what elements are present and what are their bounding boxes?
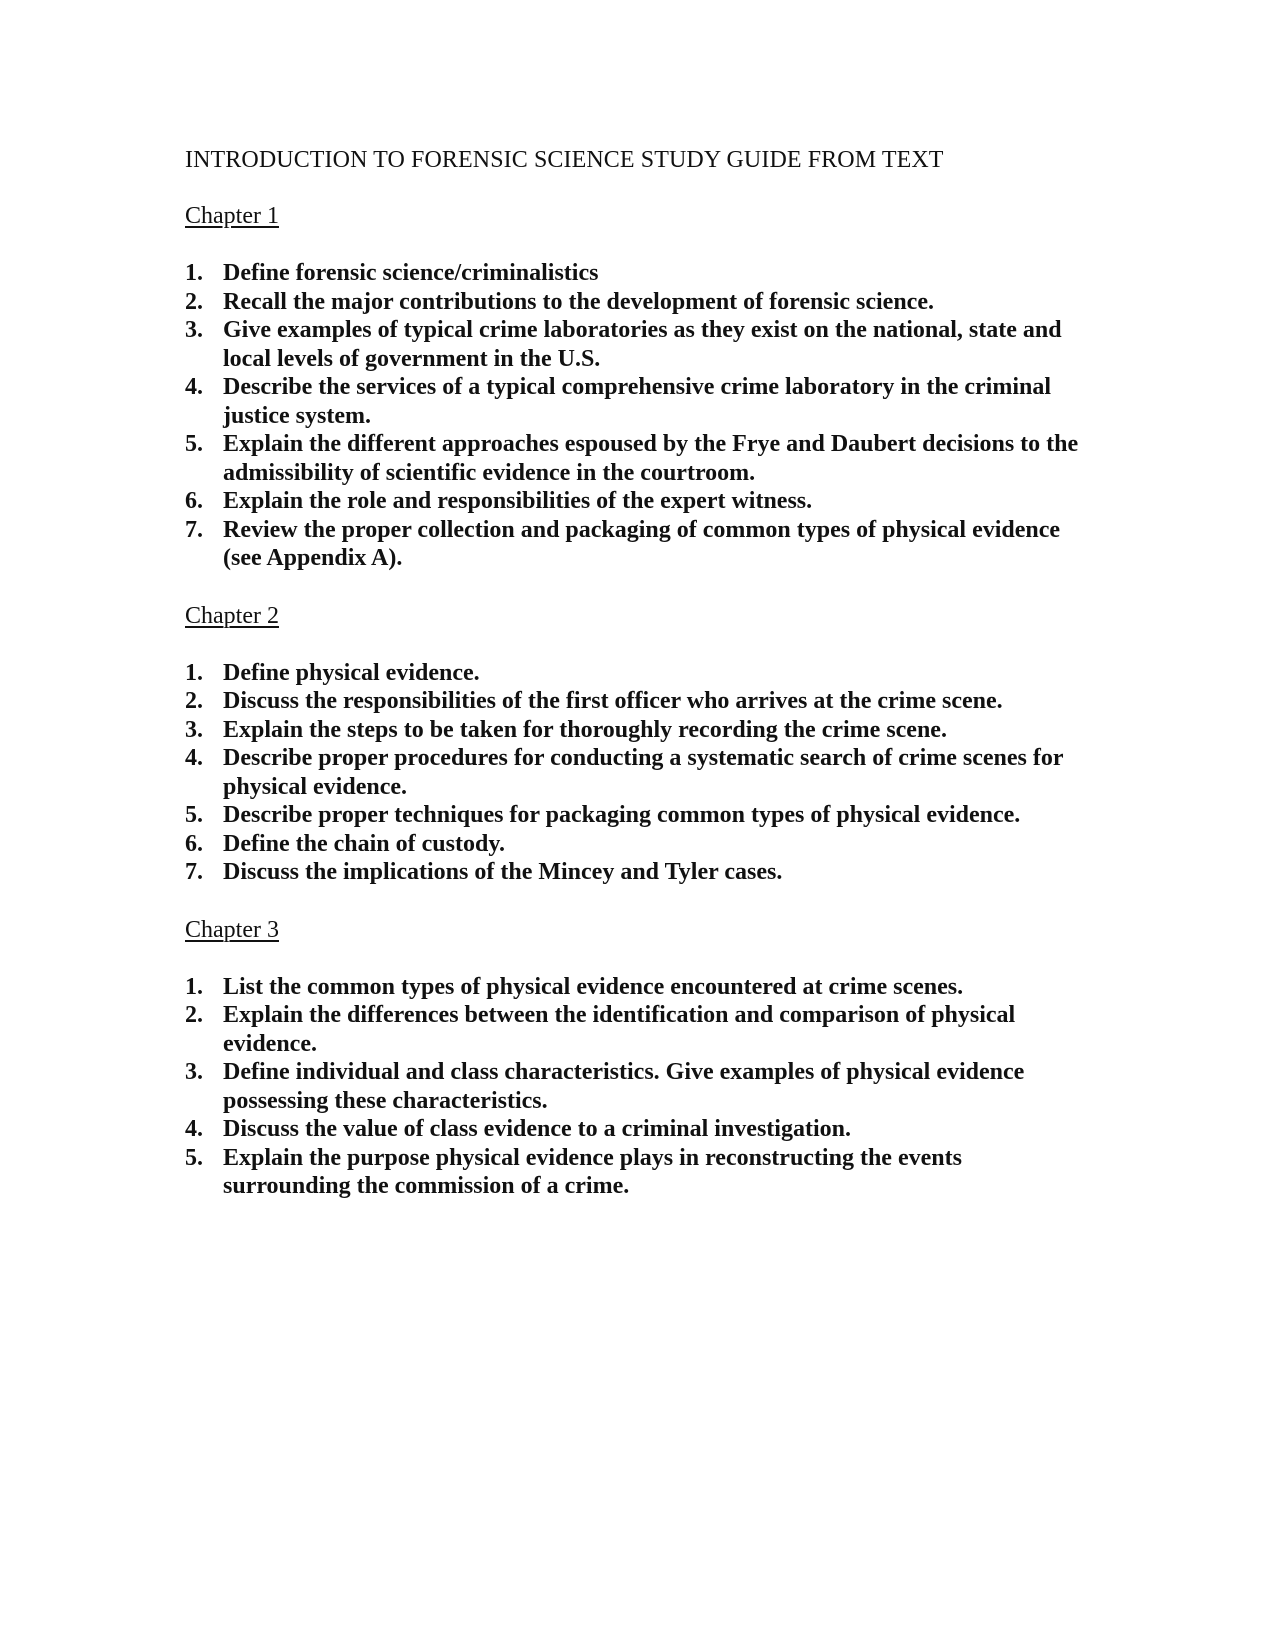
list-item: [185, 1058, 1085, 1115]
list-item: [185, 1001, 1085, 1058]
item-text: Explain the differences between the identification and comparison of physical evidence.: [223, 1002, 1016, 1057]
item-text: Give examples of typical crime laboratories as they exist on the national, state and local levels of government in the U.S.: [223, 317, 1062, 372]
item-number: 1.: [185, 973, 203, 1000]
item-number: 1.: [185, 260, 203, 286]
list-item: [185, 1115, 1085, 1144]
chapter-heading: Chapter 3: [185, 916, 279, 943]
item-number: 4.: [185, 745, 203, 771]
item-number: 2.: [185, 1002, 203, 1028]
document-page: [185, 145, 1085, 1201]
item-text: Describe proper procedures for conducting a systematic search of crime scenes for physical evidence.: [223, 745, 1064, 800]
document-title: INTRODUCTION TO FORENSIC SCIENCE STUDY GUIDE FROM TEXT: [185, 147, 944, 173]
objective-list: [185, 259, 1085, 573]
list-item: [185, 744, 1085, 801]
item-number: 7.: [185, 516, 203, 543]
item-number: 6.: [185, 830, 203, 857]
item-number: 5.: [185, 431, 203, 457]
list-item: [185, 830, 1085, 859]
item-number: 5.: [185, 1144, 203, 1171]
list-item: [185, 516, 1085, 573]
item-number: 6.: [185, 488, 203, 514]
list-item: [185, 288, 1085, 317]
item-number: 7.: [185, 859, 203, 885]
item-text: Define forensic science/criminalistics: [223, 260, 599, 286]
item-number: 3.: [185, 1059, 203, 1085]
item-number: 4.: [185, 374, 203, 400]
item-text: Discuss the implications of the Mincey and Tyler cases.: [223, 859, 783, 885]
item-text: Recall the major contributions to the development of forensic science.: [223, 288, 934, 315]
item-text: Explain the purpose physical evidence plays in reconstructing the events surrounding the commission of a crime.: [223, 1144, 962, 1199]
item-text: Define the chain of custody.: [223, 830, 505, 857]
chapter-3-section: [185, 915, 1085, 1201]
chapter-1-section: [185, 201, 1085, 573]
list-item: [185, 858, 1085, 887]
objective-list: [185, 973, 1085, 1201]
item-number: 2.: [185, 688, 203, 714]
chapter-heading: Chapter 2: [185, 602, 279, 629]
item-text: List the common types of physical evidence encountered at crime scenes.: [223, 973, 964, 1000]
item-number: 2.: [185, 288, 203, 315]
chapter-2-section: [185, 601, 1085, 887]
item-text: Explain the different approaches espoused by the Frye and Daubert decisions to the admissibility of scientific evidence in the courtroom.: [223, 431, 1079, 486]
chapter-heading: Chapter 1: [185, 203, 279, 229]
item-text: Discuss the value of class evidence to a criminal investigation.: [223, 1116, 851, 1142]
item-number: 3.: [185, 317, 203, 343]
list-item: [185, 659, 1085, 688]
item-number: 4.: [185, 1116, 203, 1142]
list-item: [185, 487, 1085, 516]
list-item: [185, 259, 1085, 288]
item-text: Explain the role and responsibilities of the expert witness.: [223, 488, 813, 514]
item-number: 1.: [185, 659, 203, 686]
item-text: Define individual and class characteristics. Give examples of physical evidence possessing these characteristics.: [223, 1059, 1025, 1114]
item-text: Describe the services of a typical comprehensive crime laboratory in the criminal justice system.: [223, 374, 1052, 429]
item-number: 5.: [185, 802, 203, 828]
list-item: [185, 430, 1085, 487]
list-item: [185, 716, 1085, 745]
list-item: [185, 373, 1085, 430]
item-text: Discuss the responsibilities of the first officer who arrives at the crime scene.: [223, 688, 1003, 714]
list-item: [185, 687, 1085, 716]
item-text: Explain the steps to be taken for thoroughly recording the crime scene.: [223, 716, 947, 743]
list-item: [185, 973, 1085, 1002]
item-text: Define physical evidence.: [223, 659, 480, 686]
objective-list: [185, 659, 1085, 887]
list-item: [185, 801, 1085, 830]
item-text: Describe proper techniques for packaging common types of physical evidence.: [223, 802, 1021, 828]
list-item: [185, 1144, 1085, 1201]
item-text: Review the proper collection and packaging of common types of physical evidence (see Appendix A).: [223, 516, 1061, 571]
list-item: [185, 316, 1085, 373]
item-number: 3.: [185, 716, 203, 743]
